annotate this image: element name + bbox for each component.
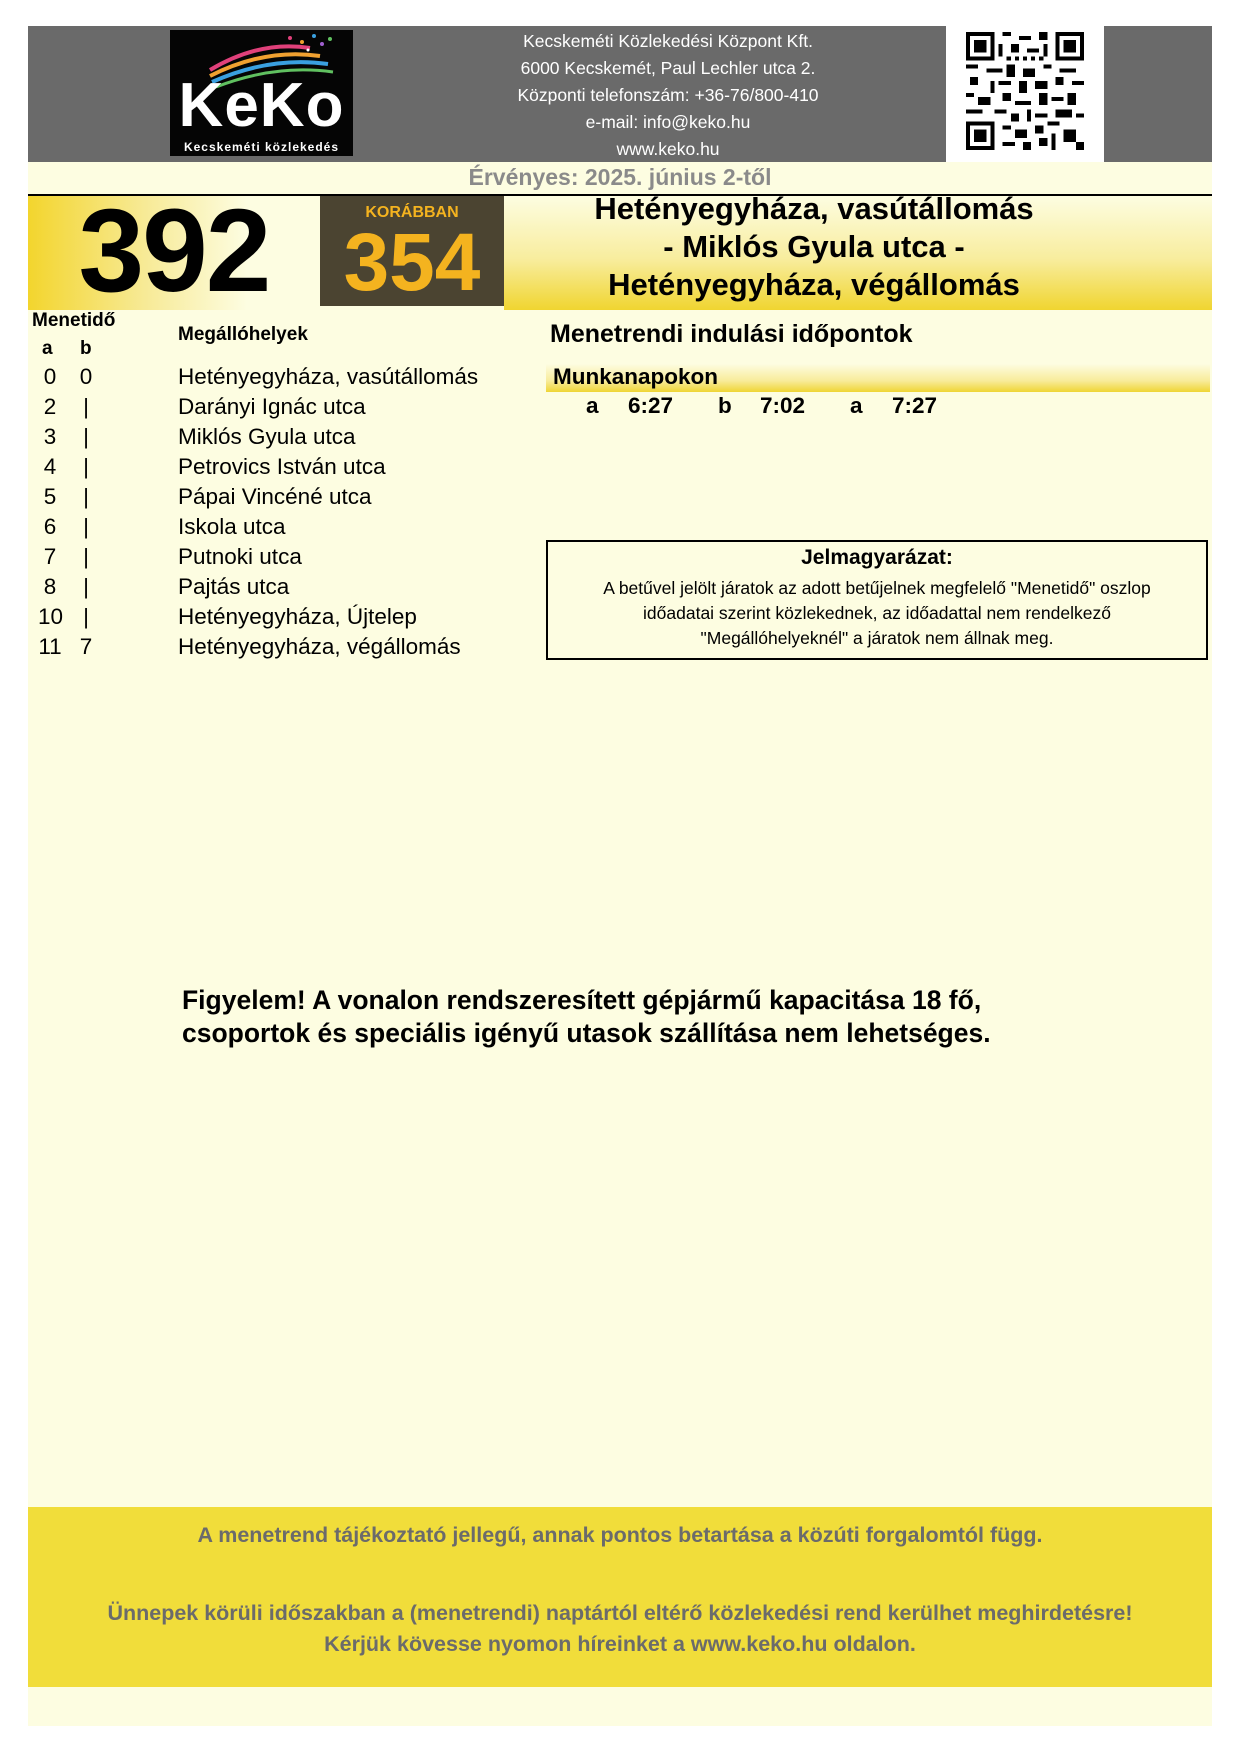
previous-route-number: 354	[343, 217, 481, 308]
stop-name: Petrovics István utca	[178, 454, 386, 479]
column-a-heading: a	[42, 338, 53, 359]
legend-line: "Megállóhelyeknél" a járatok nem állnak meg.	[700, 628, 1054, 648]
departure-variant: a	[850, 393, 863, 418]
route-number: 392	[78, 185, 270, 317]
valid-from: Érvényes: 2025. június 2-től	[468, 164, 772, 190]
destination-line-1: Hetényegyháza, vasútállomás	[594, 191, 1034, 226]
departure-variant: b	[718, 393, 732, 418]
stop-time-a: 6	[43, 514, 57, 539]
previous-route-label: KORÁBBAN	[365, 204, 459, 221]
company-website: www.keko.hu	[616, 139, 720, 159]
stop-time-b: 0	[79, 364, 93, 389]
workday-label: Munkanapokon	[553, 364, 719, 389]
destination-line-2: - Miklós Gyula utca -	[663, 229, 965, 264]
stop-time-a: 8	[43, 574, 57, 599]
stop-time-a: 5	[43, 484, 57, 509]
departure-time: 7:02	[760, 393, 806, 418]
departure-time: 7:27	[892, 393, 938, 418]
stop-time-b: 7	[79, 634, 93, 659]
logo-subtitle: Kecskeméti közlekedés	[183, 140, 340, 154]
qr-code-graphic	[966, 32, 1084, 150]
stop-time-b: |	[83, 574, 89, 599]
stop-time-b: |	[83, 544, 89, 569]
company-email: e-mail: info@keko.hu	[585, 112, 751, 132]
stop-name: Darányi Ignác utca	[178, 394, 366, 419]
logo-text: KeKo	[178, 71, 345, 140]
stop-time-a: 10	[38, 604, 64, 629]
stop-time-a: 0	[43, 364, 57, 389]
stop-name: Iskola utca	[178, 514, 286, 539]
footer-line: Ünnepek körüli időszakban a (menetrendi) naptártól eltérő közlekedési rend kerülhet meghirdetésre!	[107, 1601, 1133, 1625]
legend-box	[546, 540, 1208, 660]
stop-name: Pápai Vincéné utca	[178, 484, 372, 509]
column-b-heading: b	[80, 338, 92, 359]
qr-code-icon	[946, 26, 1104, 162]
departures-heading: Menetrendi indulási időpontok	[550, 320, 913, 348]
stop-time-b: |	[83, 484, 89, 509]
company-name: Kecskeméti Közlekedési Központ Kft.	[523, 31, 813, 51]
stop-time-b: |	[83, 514, 89, 539]
destination-line-3: Hetényegyháza, végállomás	[608, 267, 1020, 302]
company-info	[468, 28, 868, 163]
footer-holiday-notice	[28, 1598, 1212, 1660]
stop-time-a: 11	[38, 634, 62, 659]
legend-text	[564, 576, 1190, 651]
notice-line: csoportok és speciális igényű utasok szállítása nem lehetséges.	[182, 1018, 991, 1048]
stop-time-b: |	[83, 424, 89, 449]
stops-heading: Megállóhelyek	[178, 324, 308, 345]
stop-name: Hetényegyháza, Újtelep	[178, 604, 417, 629]
stop-time-a: 7	[43, 544, 57, 569]
stop-name: Putnoki utca	[178, 544, 302, 569]
stop-time-a: 2	[43, 394, 57, 419]
legend-title: Jelmagyarázat:	[801, 546, 953, 569]
footer-line: Kérjük kövesse nyomon híreinket a www.keko.hu oldalon.	[324, 1632, 916, 1656]
stop-name: Hetényegyháza, vasútállomás	[178, 364, 479, 389]
menetido-heading: Menetidő	[32, 310, 116, 331]
notice-line: Figyelem! A vonalon rendszeresített gépjármű kapacitása 18 fő,	[182, 985, 982, 1015]
stop-name: Hetényegyháza, végállomás	[178, 634, 461, 659]
legend-line: időadatai szerint közlekednek, az időadattal nem rendelkező	[643, 603, 1111, 623]
stop-time-b: |	[83, 604, 89, 629]
keko-logo	[170, 30, 353, 156]
stop-name: Pajtás utca	[178, 574, 290, 599]
legend-line: A betűvel jelölt járatok az adott betűjelnek megfelelő "Menetidő" oszlop	[603, 578, 1151, 598]
stop-time-a: 4	[43, 454, 57, 479]
departure-time: 6:27	[628, 393, 674, 418]
company-address: 6000 Kecskemét, Paul Lechler utca 2.	[520, 58, 816, 78]
footer-disclaimer: A menetrend tájékoztató jellegű, annak pontos betartása a közúti forgalomtól függ.	[197, 1523, 1043, 1547]
capacity-notice	[182, 984, 1082, 1050]
stop-time-a: 3	[43, 424, 57, 449]
stop-time-b: |	[83, 454, 89, 479]
route-destination	[504, 190, 1124, 304]
departure-variant: a	[586, 393, 599, 418]
stop-time-b: |	[83, 394, 89, 419]
company-phone: Központi telefonszám: +36-76/800-410	[517, 85, 819, 105]
header	[28, 26, 1212, 162]
stop-name: Miklós Gyula utca	[178, 424, 356, 449]
